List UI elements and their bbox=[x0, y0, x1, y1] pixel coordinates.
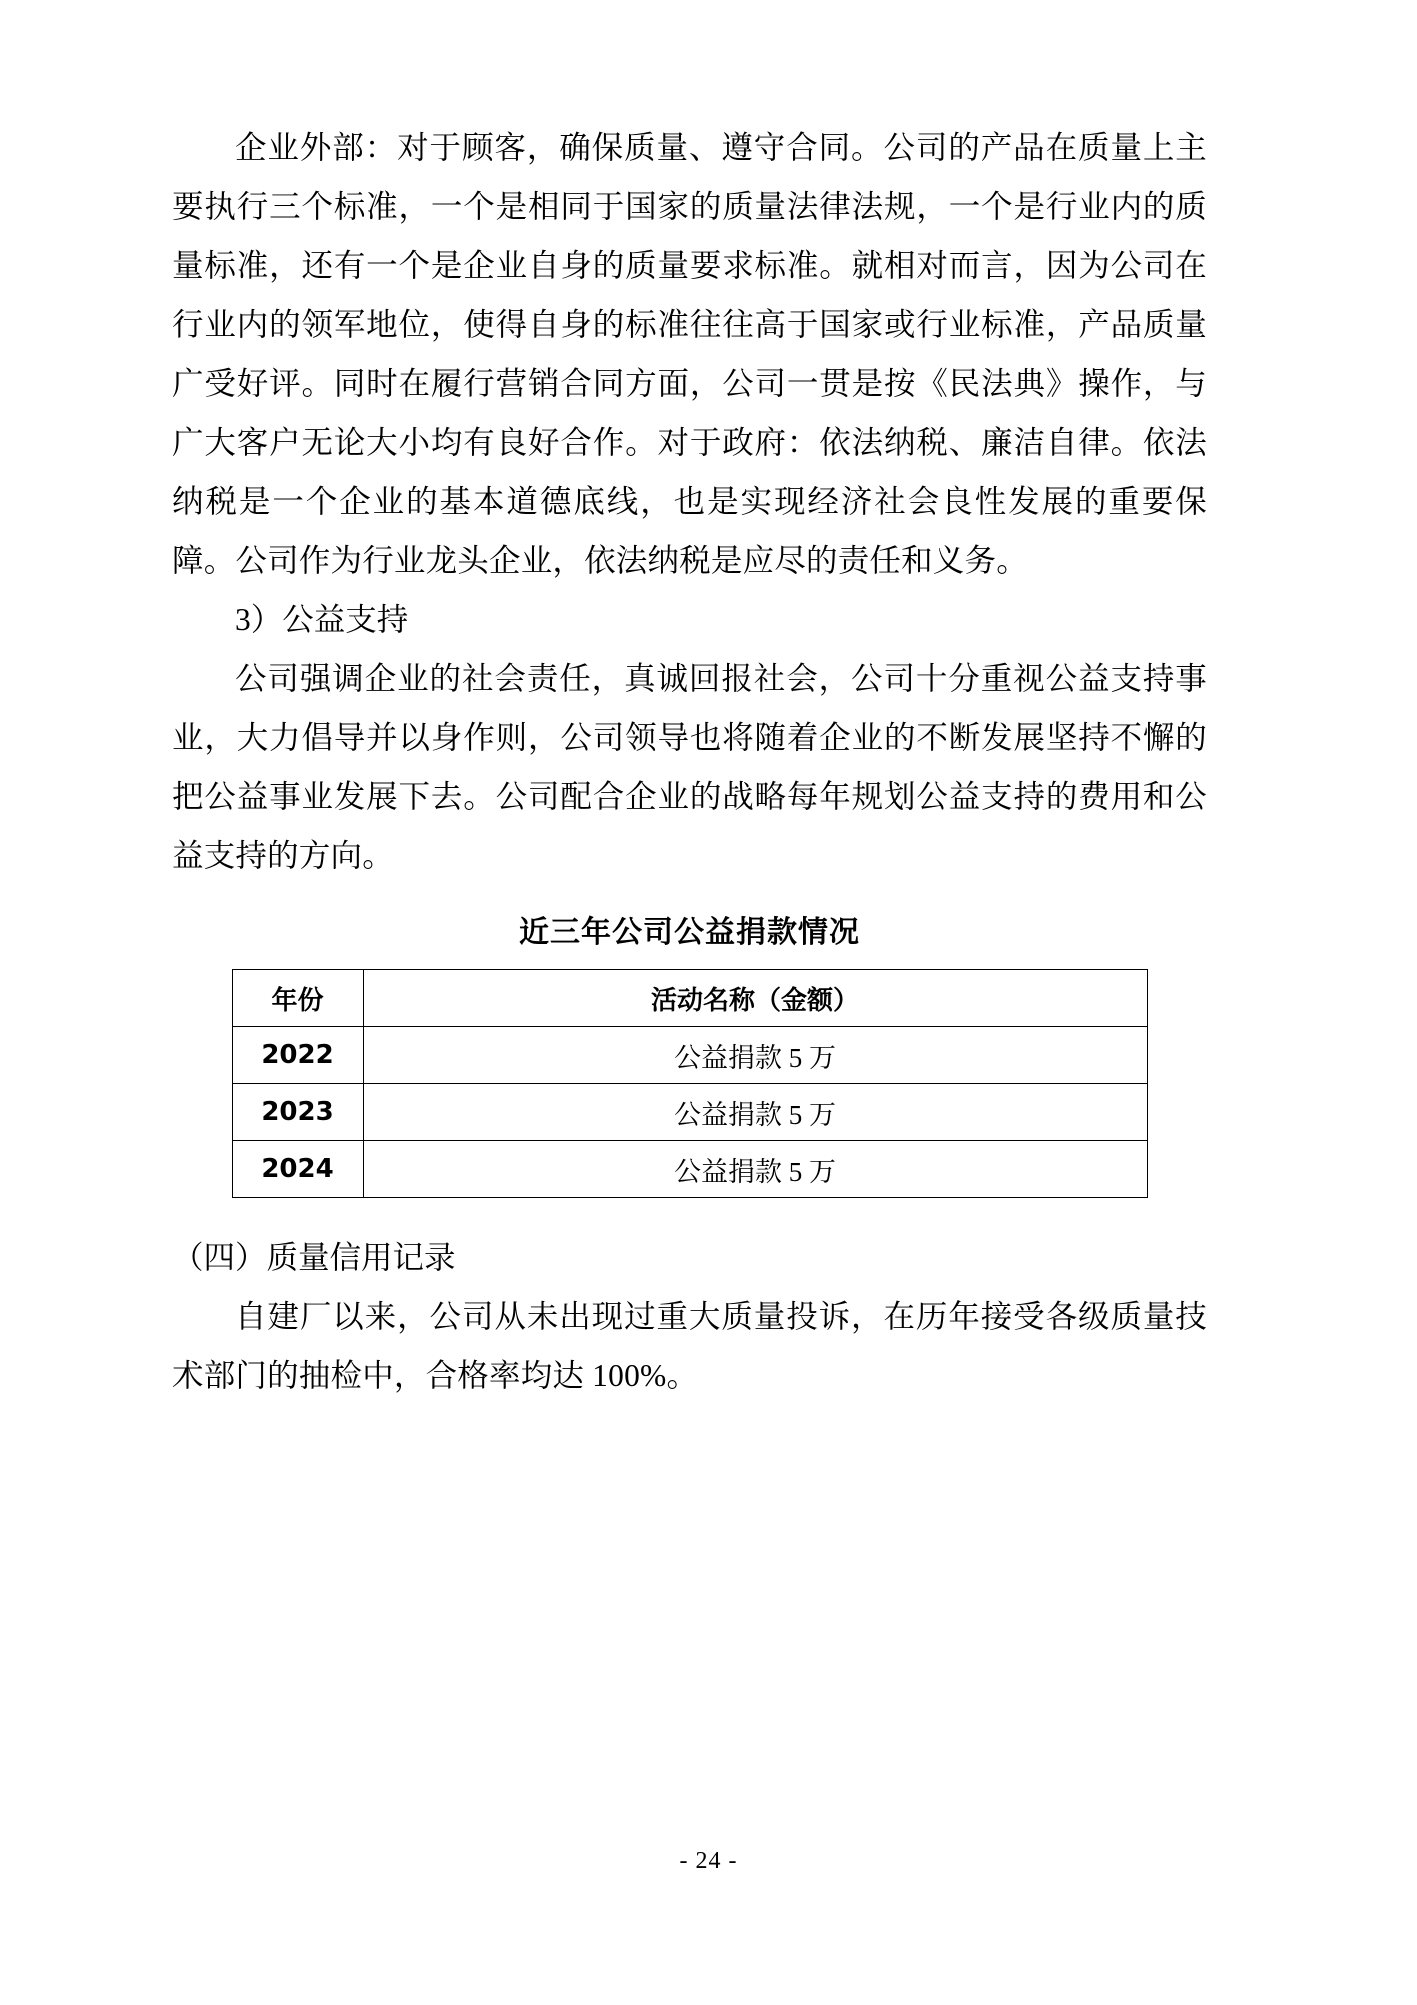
page-content bbox=[172, 118, 1207, 1405]
section-heading-quality-credit: （四）质量信用记录 bbox=[172, 1240, 456, 1275]
subheading-charity-support: 3）公益支持 bbox=[235, 602, 409, 637]
paragraph-external-policy: 企业外部：对于顾客，确保质量、遵守合同。公司的产品在质量上主要执行三个标准，一个是相同于国家的质量法律法规，一个是行业内的质量标准，还有一个是企业自身的质量要求标准。就相对而言，因为公司在行业内的领军地位，使得自身的标准往往高于国家或行业标准，产品质量广受好评。同时在履行营销合同方面，公司一贯是按《民法典》操作，与广大客户无论大小均有良好合作。对于政府：依法纳税、廉洁自律。依法纳税是一个企业的基本道德底线，也是实现经济社会良性发展的重要保障。公司作为行业龙头企业，依法纳税是应尽的责任和义务。 bbox=[172, 130, 1207, 578]
table-header-activity: 活动名称（金额） bbox=[363, 970, 1147, 1027]
table-header-row bbox=[232, 970, 1147, 1027]
paragraph-charity-body: 公司强调企业的社会责任，真诚回报社会，公司十分重视公益支持事业，大力倡导并以身作则，公司领导也将随着企业的不断发展坚持不懈的把公益事业发展下去。公司配合企业的战略每年规划公益支持的费用和公益支持的方向。 bbox=[172, 661, 1207, 873]
cell-activity: 公益捐款 5 万 bbox=[363, 1084, 1147, 1141]
cell-year: 2023 bbox=[232, 1084, 363, 1141]
page-number: - 24 - bbox=[679, 1848, 738, 1874]
table-row bbox=[232, 1027, 1147, 1084]
table-header-year: 年份 bbox=[232, 970, 363, 1027]
donation-table bbox=[232, 969, 1148, 1198]
table-row bbox=[232, 1141, 1147, 1198]
cell-year: 2024 bbox=[232, 1141, 363, 1198]
cell-activity: 公益捐款 5 万 bbox=[363, 1141, 1147, 1198]
cell-activity: 公益捐款 5 万 bbox=[363, 1027, 1147, 1084]
paragraph-quality-credit-body: 自建厂以来，公司从未出现过重大质量投诉，在历年接受各级质量技术部门的抽检中，合格率均达 100%。 bbox=[172, 1299, 1207, 1393]
table-row bbox=[232, 1084, 1147, 1141]
table-title: 近三年公司公益捐款情况 bbox=[519, 915, 860, 950]
cell-year: 2022 bbox=[232, 1027, 363, 1084]
